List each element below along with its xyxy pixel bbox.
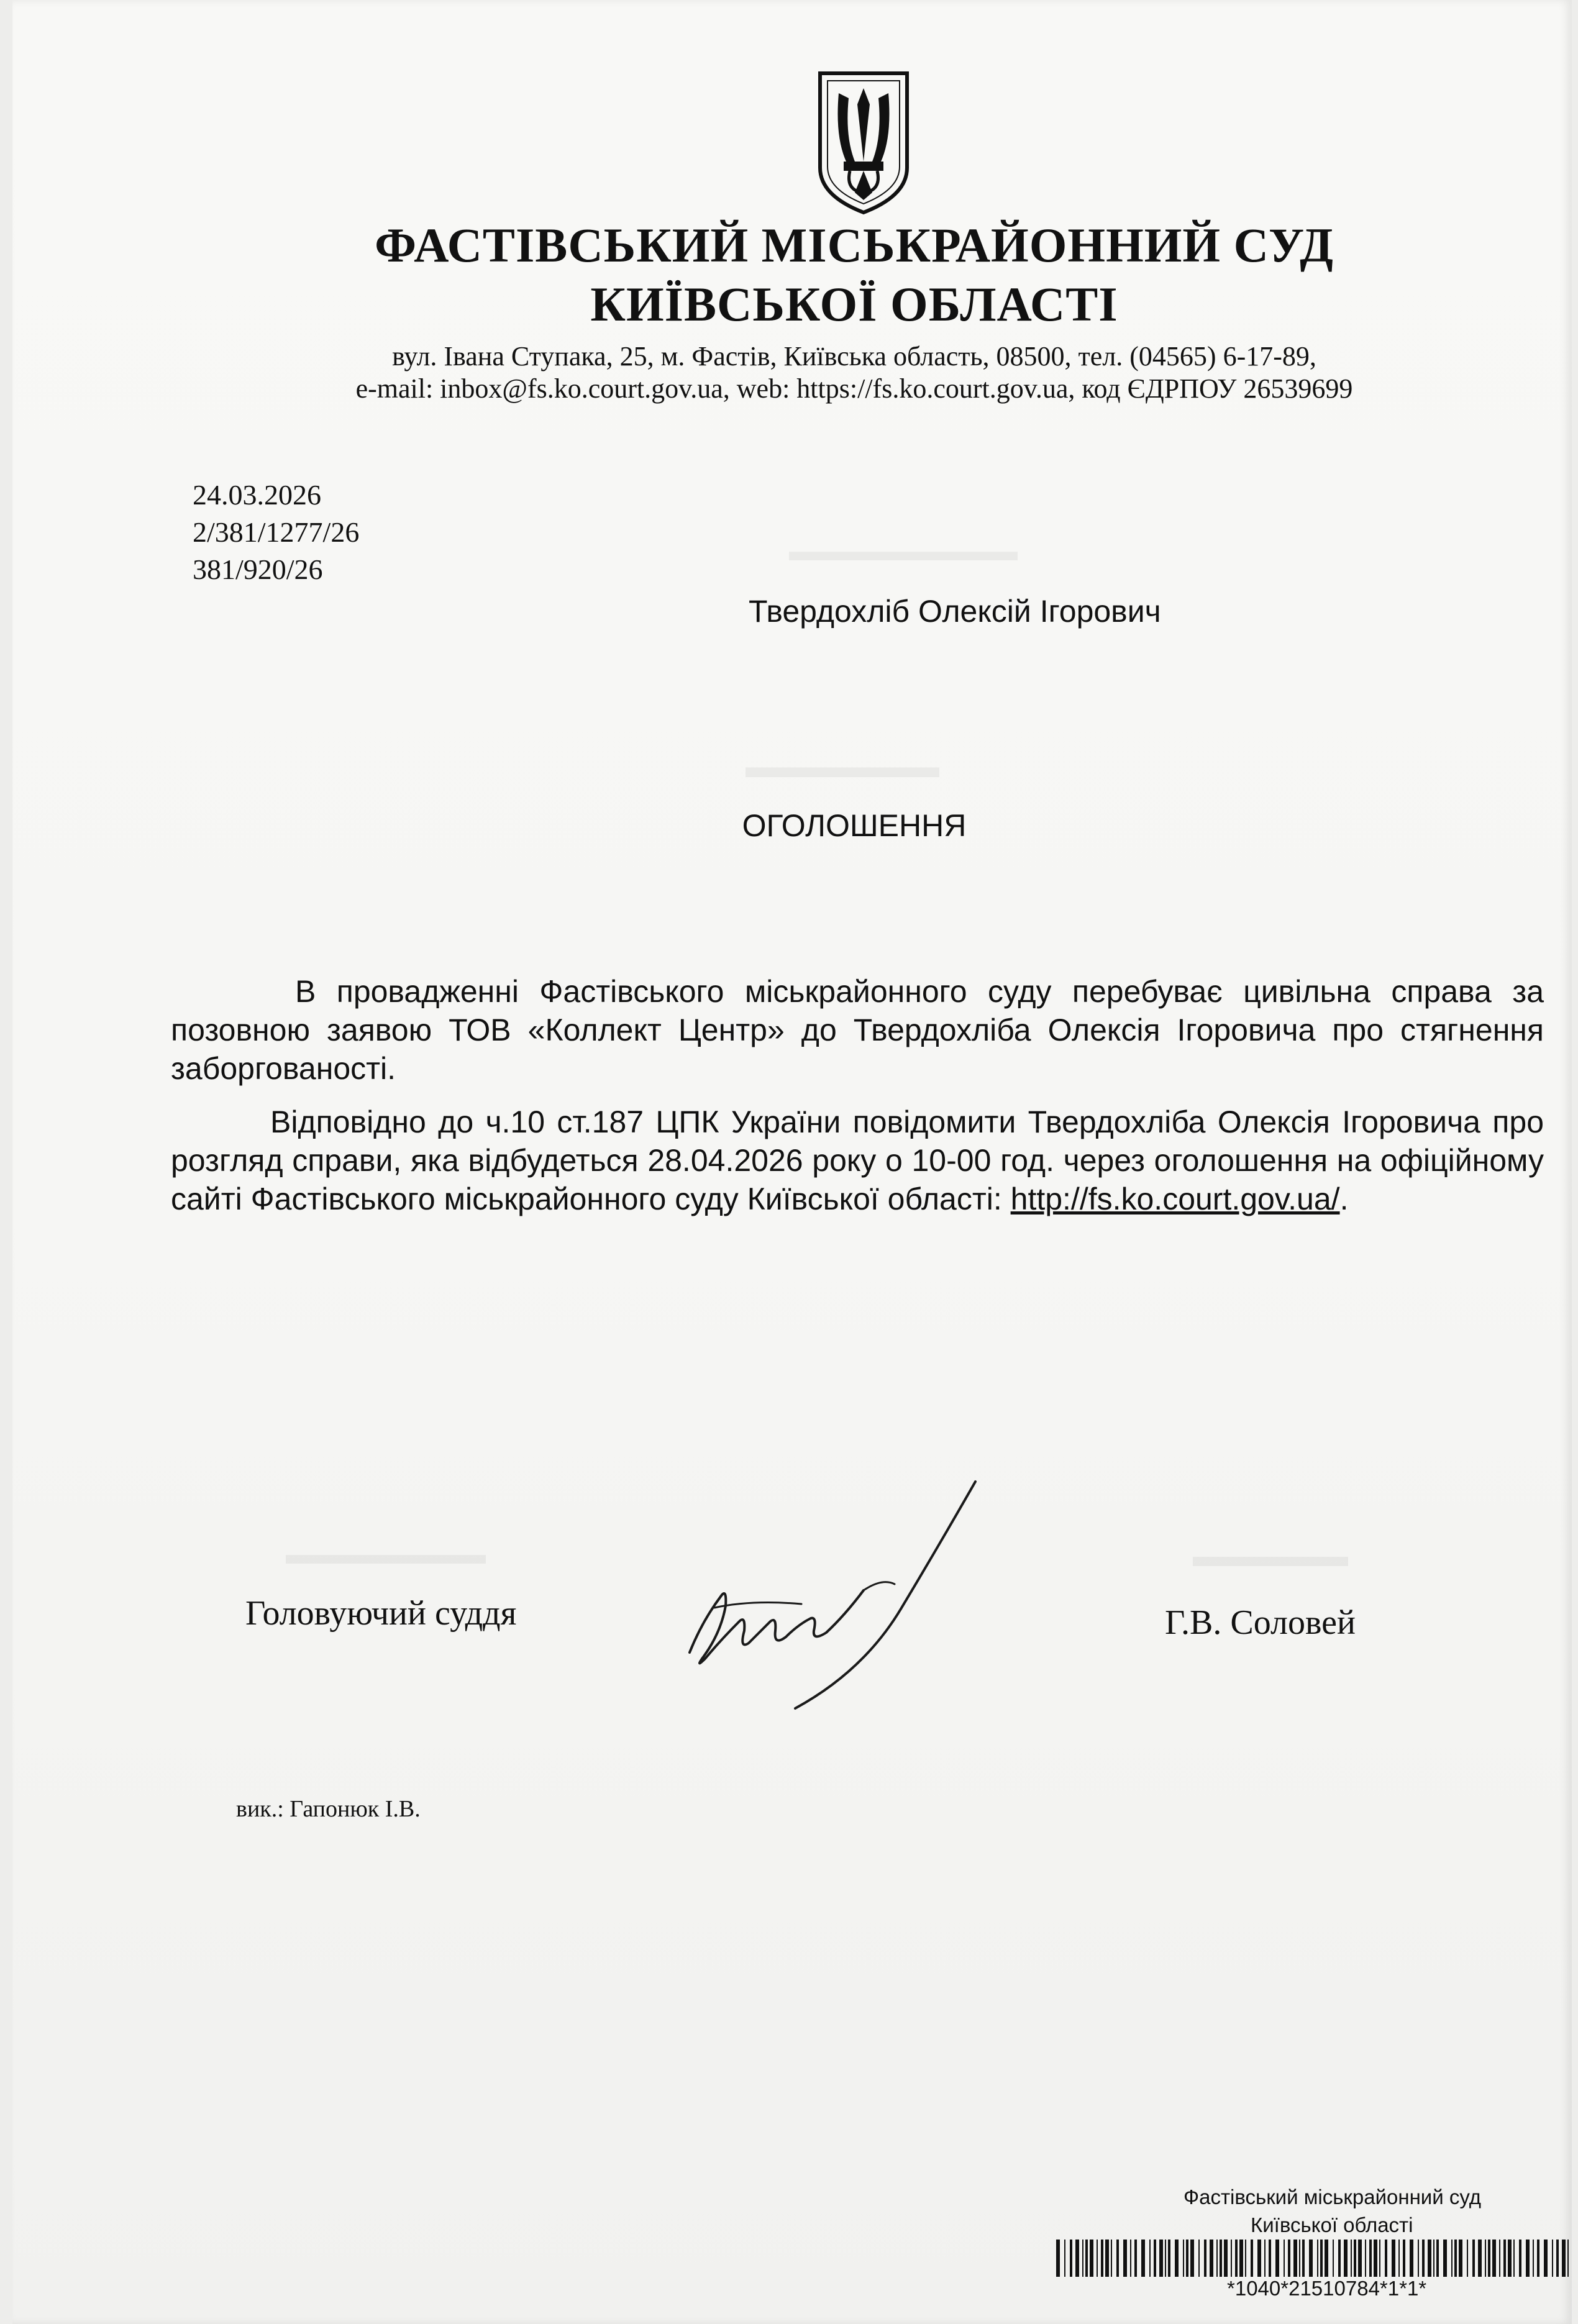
barcode-bar xyxy=(1216,2240,1218,2277)
barcode-bar xyxy=(1220,2240,1222,2277)
barcode-bar xyxy=(1288,2240,1290,2277)
barcode-bar xyxy=(1245,2240,1246,2277)
barcode-bar xyxy=(1454,2240,1457,2277)
barcode-bar xyxy=(1064,2240,1065,2277)
barcode-icon xyxy=(1056,2240,1572,2277)
barcode-bar xyxy=(1210,2240,1213,2277)
barcode-bar xyxy=(1379,2240,1380,2277)
barcode-bar xyxy=(1320,2240,1323,2277)
barcode-bar xyxy=(1354,2240,1356,2277)
barcode-bar xyxy=(1544,2240,1548,2277)
barcode-bar xyxy=(1165,2240,1166,2277)
show-through-decoration: ▬▬▬▬▬ xyxy=(1193,1538,1348,1573)
barcode-bar xyxy=(1422,2240,1425,2277)
reference-number: 2/381/1277/26 xyxy=(193,516,360,548)
document-title: ОГОЛОШЕННЯ xyxy=(742,808,967,843)
barcode-bar xyxy=(1351,2240,1352,2277)
show-through-decoration: ▬▬▬▬▬▬ xyxy=(746,749,939,785)
barcode-bar xyxy=(1392,2240,1395,2277)
barcode-bar xyxy=(1508,2240,1512,2277)
barcode-bar xyxy=(1198,2240,1200,2277)
barcode-bar xyxy=(1317,2240,1318,2277)
trident-coat-of-arms-icon xyxy=(814,68,913,217)
barcode-bar xyxy=(1369,2240,1372,2277)
barcode-bar xyxy=(1105,2240,1109,2277)
barcode-bar xyxy=(1111,2240,1112,2277)
barcode-bar xyxy=(1231,2240,1232,2277)
barcode-bar xyxy=(1159,2240,1163,2277)
barcode-bar xyxy=(1190,2240,1194,2277)
barcode-bar xyxy=(1398,2240,1400,2277)
handwritten-signature-icon xyxy=(677,1472,1000,1715)
case-number: 381/920/26 xyxy=(193,554,323,585)
barcode-bar xyxy=(1567,2240,1569,2277)
barcode-bar xyxy=(1358,2240,1362,2277)
barcode-bar xyxy=(1257,2240,1261,2277)
barcode-bar xyxy=(1224,2240,1228,2277)
barcode-bar xyxy=(1503,2240,1506,2277)
barcode-bar xyxy=(1403,2240,1405,2277)
barcode-bar xyxy=(1436,2240,1439,2277)
court-website-link[interactable]: http://fs.ko.court.gov.ua/ xyxy=(1010,1182,1340,1216)
barcode-bar xyxy=(1130,2240,1131,2277)
barcode-bar xyxy=(1333,2240,1334,2277)
show-through-decoration: ▬▬▬▬▬▬▬▬ xyxy=(789,535,1018,567)
barcode-bar xyxy=(1175,2240,1179,2277)
court-address: вул. Івана Ступака, 25, м. Фастів, Київська область, 08500, тел. (04565) 6-17-89, xyxy=(392,341,1316,371)
barcode-bar xyxy=(1204,2240,1206,2277)
barcode-bar xyxy=(1239,2240,1243,2277)
barcode-bar xyxy=(1097,2240,1098,2277)
barcode-bar xyxy=(1309,2240,1313,2277)
barcode-bar xyxy=(1385,2240,1387,2277)
barcode-bar xyxy=(1478,2240,1482,2277)
barcode-bar xyxy=(1451,2240,1453,2277)
court-contacts: e-mail: inbox@fs.ko.court.gov.ua, web: https://fs.ko.court.gov.ua, код ЄДРПОУ 26539699 xyxy=(355,373,1353,404)
barcode-bar xyxy=(1537,2240,1539,2277)
barcode-bar xyxy=(1090,2240,1093,2277)
barcode-bar xyxy=(1433,2240,1434,2277)
stamp-court-name: Фастівський міськрайонний суд xyxy=(1184,2185,1481,2208)
barcode-bar xyxy=(1269,2240,1271,2277)
barcode-bar xyxy=(1472,2240,1475,2277)
barcode-bar xyxy=(1365,2240,1366,2277)
barcode-bar xyxy=(1552,2240,1553,2277)
recipient-name: Твердохліб Олексій Ігорович xyxy=(749,594,1161,629)
body-paragraph-2 xyxy=(171,1103,1544,1218)
executor-name: вик.: Гапонюк І.В. xyxy=(236,1796,421,1822)
barcode-bar xyxy=(1235,2240,1238,2277)
barcode-bar xyxy=(1299,2240,1300,2277)
barcode-bar xyxy=(1082,2240,1083,2277)
barcode-bar xyxy=(1141,2240,1145,2277)
barcode-bar xyxy=(1410,2240,1413,2277)
barcode-bar xyxy=(1325,2240,1328,2277)
judge-title: Головуючий суддя xyxy=(245,1594,517,1633)
barcode-bar xyxy=(1284,2240,1285,2277)
barcode-bar xyxy=(1428,2240,1431,2277)
barcode-bar xyxy=(1338,2240,1341,2277)
paragraph-2-text: Відповідно до ч.10 ст.187 ЦПК України повідомити Твердохліба Олексія Ігоровича про розгляд справи, яка відбудеться 28.04.2026 року о 10-00 год. через оголошення на офіційному сайті Фастівського міськрайонного суду Київської області: xyxy=(171,1105,1544,1216)
barcode-bar xyxy=(1264,2240,1266,2277)
barcode-bar xyxy=(1168,2240,1170,2277)
show-through-decoration: ▬▬▬▬▬▬▬ xyxy=(286,1538,486,1570)
barcode-bar xyxy=(1467,2240,1468,2277)
barcode-bar xyxy=(1149,2240,1151,2277)
paragraph-2-end: . xyxy=(1339,1182,1349,1216)
barcode-bar xyxy=(1056,2240,1060,2277)
barcode-bar xyxy=(1134,2240,1137,2277)
body-paragraph-1: В провадженні Фастівського міськрайонного суду перебуває цивільна справа за позовною заявою ТОВ «Коллект Центр» до Твердохліба Олексія Ігоровича про стягнення заборгованості. xyxy=(171,974,1544,1086)
barcode-bar xyxy=(1344,2240,1348,2277)
barcode-bar xyxy=(1251,2240,1253,2277)
barcode-bar xyxy=(1293,2240,1297,2277)
barcode-bar xyxy=(1492,2240,1496,2277)
court-name-line2: КИЇВСЬКОЇ ОБЛАСТІ xyxy=(590,277,1118,331)
barcode-bar xyxy=(1418,2240,1419,2277)
barcode-bar xyxy=(1519,2240,1521,2277)
barcode-bar xyxy=(1275,2240,1279,2277)
barcode-bar xyxy=(1513,2240,1515,2277)
barcode-bar xyxy=(1101,2240,1103,2277)
barcode-bar xyxy=(1485,2240,1486,2277)
barcode-bar xyxy=(1085,2240,1088,2277)
judge-name: Г.В. Соловей xyxy=(1165,1603,1356,1642)
barcode-bar xyxy=(1075,2240,1079,2277)
barcode-bar xyxy=(1499,2240,1500,2277)
stamp-region: Київської області xyxy=(1251,2213,1413,2236)
court-name-line1: ФАСТІВСЬКИЙ МІСЬКРАЙОННИЙ СУД xyxy=(375,218,1334,272)
barcode-bar xyxy=(1183,2240,1184,2277)
barcode-bar xyxy=(1556,2240,1559,2277)
barcode-bar xyxy=(1123,2240,1127,2277)
barcode-bar xyxy=(1374,2240,1377,2277)
barcode-bar xyxy=(1533,2240,1534,2277)
document-page xyxy=(12,0,1572,2324)
barcode-bar xyxy=(1186,2240,1188,2277)
barcode-bar xyxy=(1562,2240,1566,2277)
barcode-bar xyxy=(1526,2240,1530,2277)
barcode-bar xyxy=(1154,2240,1156,2277)
barcode-bar xyxy=(1443,2240,1447,2277)
barcode-bar xyxy=(1116,2240,1119,2277)
barcode-bar xyxy=(1459,2240,1462,2277)
barcode-bar xyxy=(1302,2240,1305,2277)
document-date: 24.03.2026 xyxy=(193,479,321,511)
barcode-bar xyxy=(1070,2240,1072,2277)
barcode-number: *1040*21510784*1*1* xyxy=(1227,2277,1427,2300)
barcode-bar xyxy=(1488,2240,1490,2277)
